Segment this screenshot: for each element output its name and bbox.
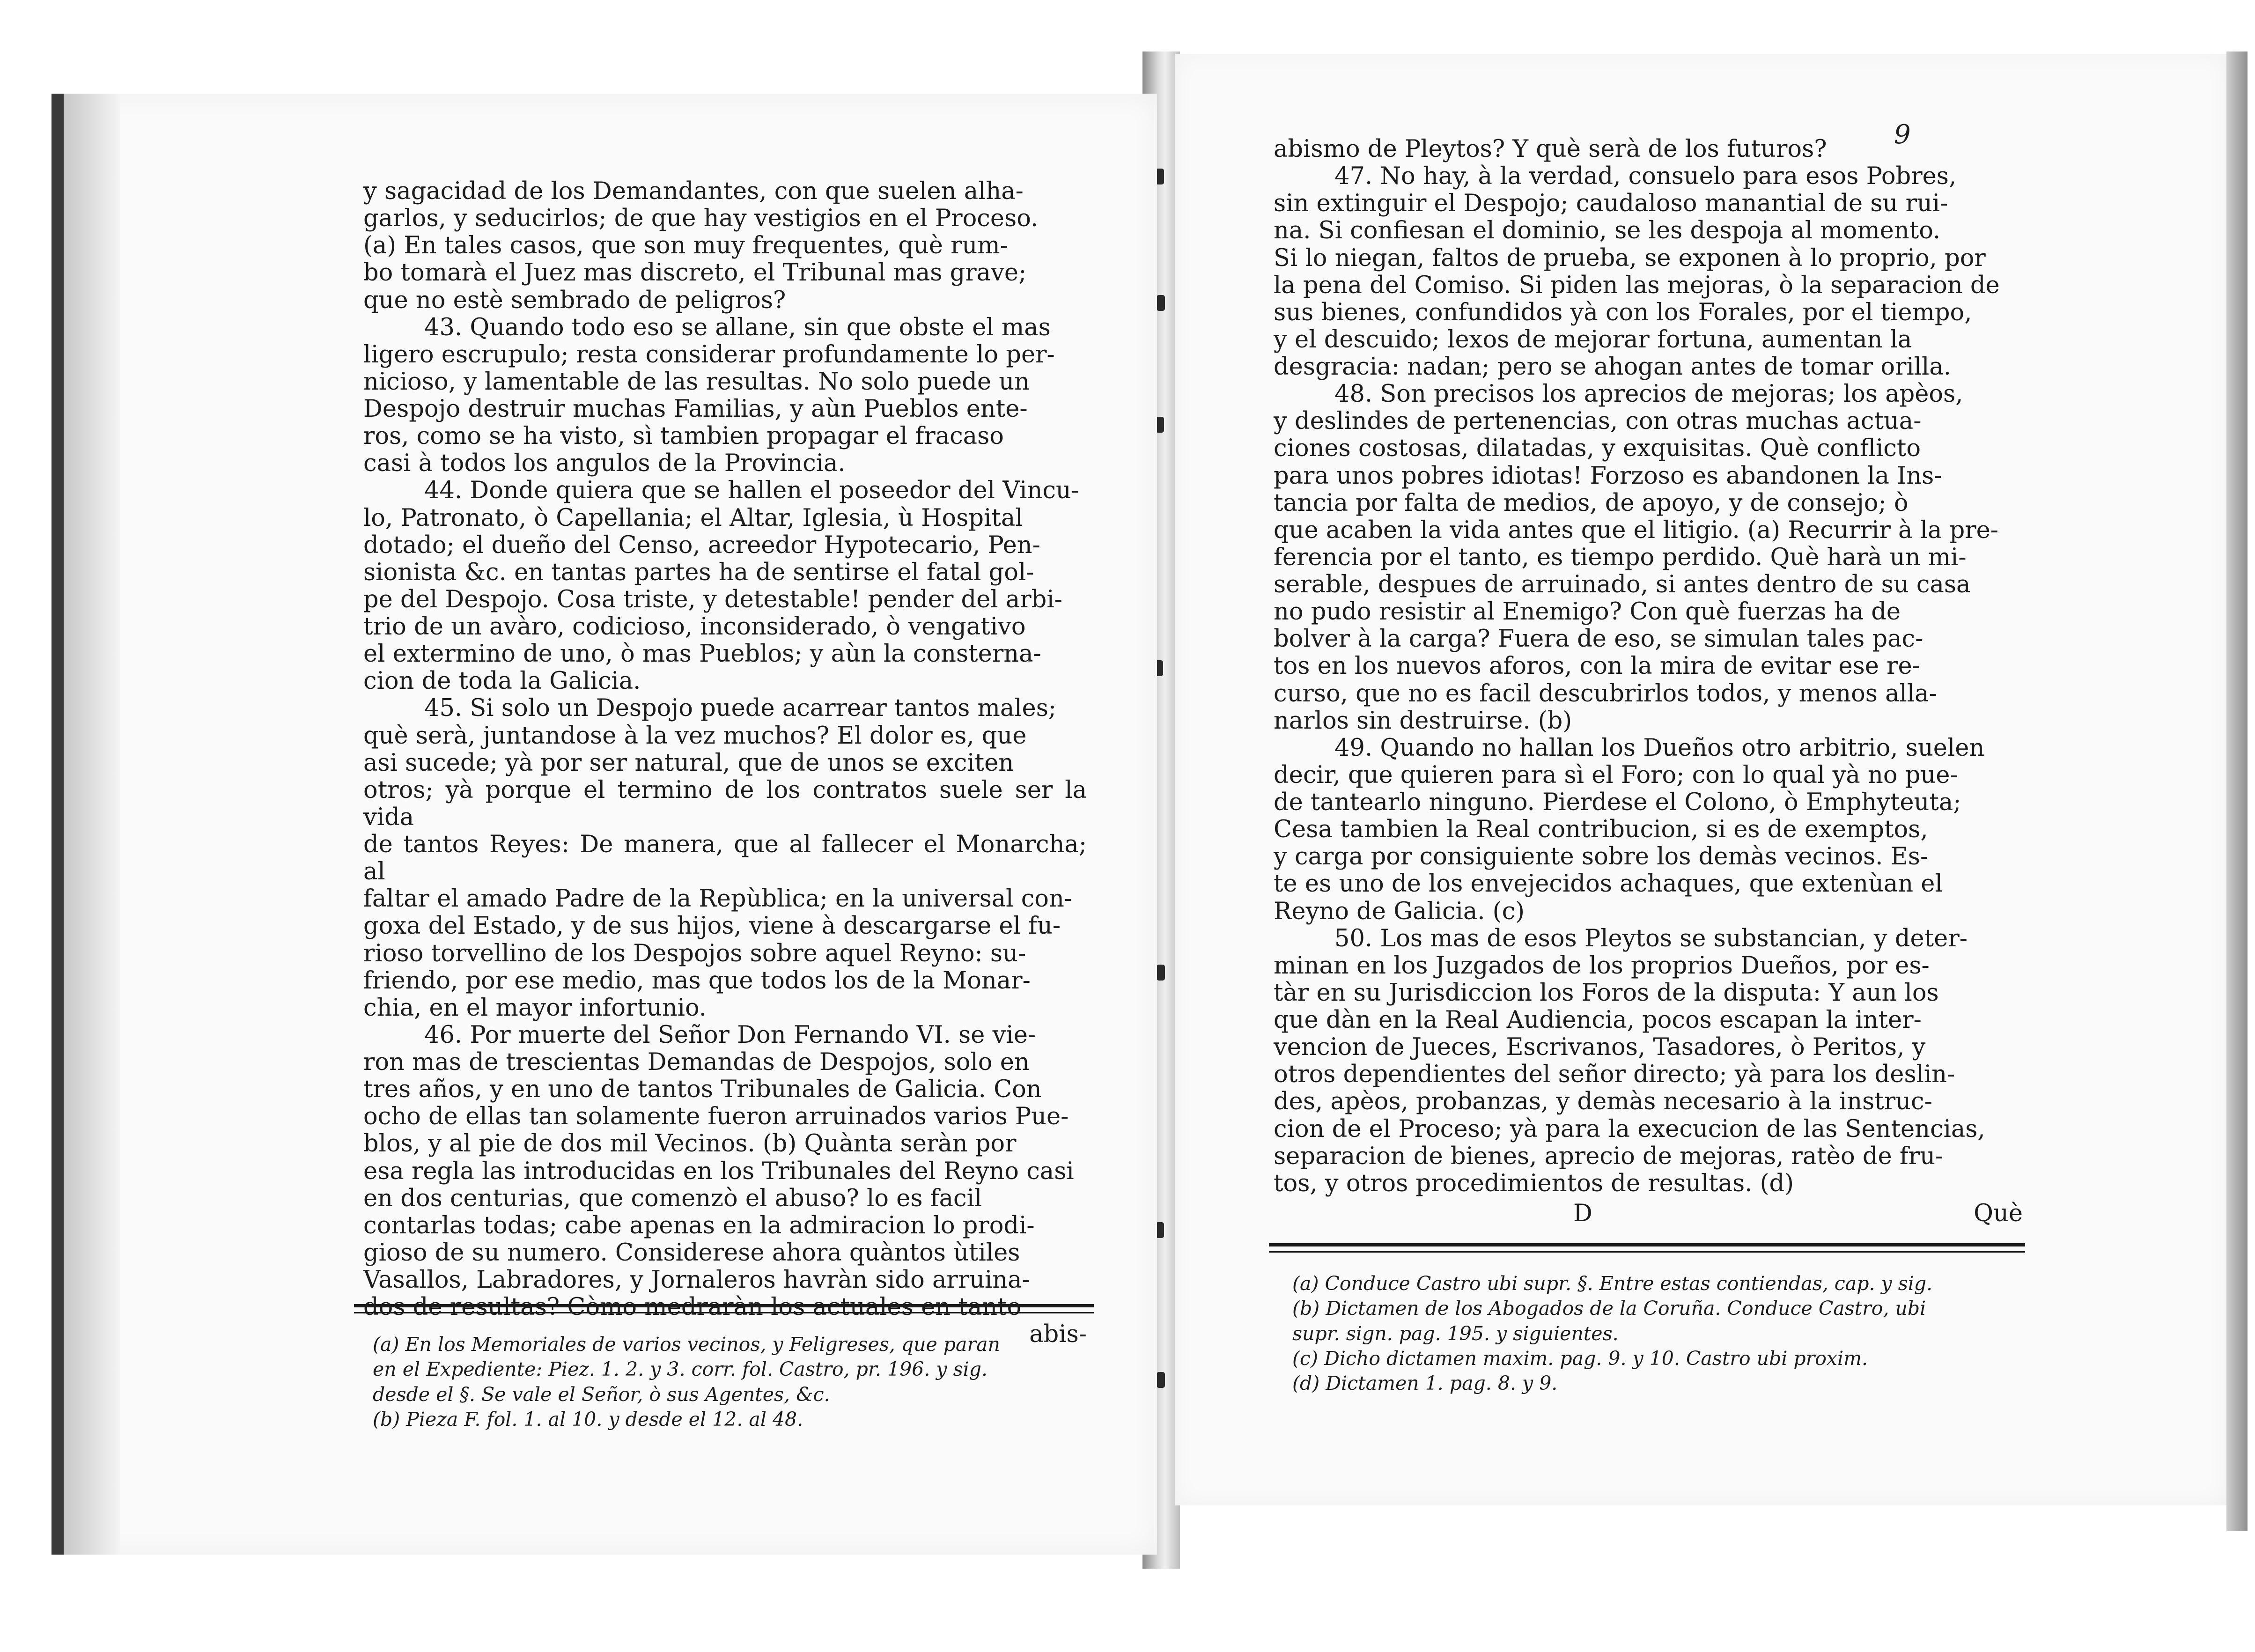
right-page	[1175, 54, 2226, 1505]
text-line: Cesa tambien la Real contribucion, si es de exemptos,	[1274, 816, 1928, 844]
paragraph-47-start: 47. No hay, à la verdad, consuelo para esos Pobres,	[1334, 162, 1957, 191]
text-line: decir, que quieren para sì el Foro; con lo qual yà no pue-	[1274, 761, 1958, 789]
text-line: vencion de Jueces, Escrivanos, Tasadores, ò Peritos, y	[1274, 1033, 1926, 1062]
text-line: blos, y al pie de dos mil Vecinos. (b) Quànta seràn por	[363, 1130, 1017, 1158]
text-line: Vasallos, Labradores, y Jornaleros havràn sido arruina-	[363, 1266, 1030, 1294]
text-line: ocho de ellas tan solamente fueron arruinados varios Pue-	[363, 1103, 1069, 1131]
right-page-text	[1274, 136, 2023, 1227]
signature-mark: D	[1573, 1199, 1592, 1227]
text-line: otros; yà porque el termino de los contratos suele ser la vida	[363, 776, 1087, 831]
text-line: que acaben la vida antes que el litigio. (a) Recurrir à la pre-	[1274, 516, 1999, 544]
left-page-text	[363, 178, 1087, 1348]
footnote: (a) En los Memoriales de varios vecinos, y Feligreses, que paran	[373, 1333, 1000, 1356]
text-line: el extermino de uno, ò mas Pueblos; y aùn la consterna-	[363, 640, 1041, 668]
text-line: ligero escrupulo; resta considerar profundamente lo per-	[363, 340, 1055, 369]
text-line: narlos sin destruirse. (b)	[1274, 707, 1572, 735]
text-line: faltar el amado Padre de la Repùblica; en la universal con-	[363, 885, 1073, 913]
text-line: trio de un avàro, codicioso, inconsiderado, ò vengativo	[363, 613, 1026, 641]
binding-stitch	[1157, 295, 1165, 311]
text-line: pe del Despojo. Cosa triste, y detestable! pender del arbi-	[363, 585, 1062, 613]
text-line: y el descuido; lexos de mejorar fortuna, aumentan la	[1274, 325, 1912, 354]
text-line: Reyno de Galicia. (c)	[1274, 897, 1525, 925]
text-line: para unos pobres idiotas! Forzoso es abandonen la Ins-	[1274, 462, 1942, 490]
text-line: desgracia: nadan; pero se ahogan antes de tomar orilla.	[1274, 353, 1951, 381]
binding-stitch	[1157, 965, 1165, 981]
text-line: garlos, y seducirlos; de que hay vestigios en el Proceso.	[363, 205, 1039, 233]
paragraph-46-start: 46. Por muerte del Señor Don Fernando VI. se vie-	[424, 1021, 1036, 1049]
footnote: (c) Dicho dictamen maxim. pag. 9. y 10. Castro ubi proxim.	[1292, 1347, 1868, 1370]
text-line: esa regla las introducidas en los Tribunales del Reyno casi	[363, 1157, 1074, 1185]
text-line: contarlas todas; cabe apenas en la admiracion lo prodi-	[363, 1211, 1035, 1239]
text-line: que no estè sembrado de peligros?	[363, 286, 786, 314]
text-line: nicioso, y lamentable de las resultas. No solo puede un	[363, 368, 1030, 396]
text-line: y deslindes de pertenencias, con otras muchas actua-	[1274, 407, 1922, 435]
text-line: de tantos Reyes: De manera, que al fallecer el Monarcha; al	[363, 831, 1087, 886]
paragraph-48-start: 48. Son precisos los aprecios de mejoras; los apèos,	[1334, 380, 1963, 408]
text-line: la pena del Comiso. Si piden las mejoras, ò la separacion de	[1274, 271, 2000, 299]
text-line: y carga por consiguiente sobre los demàs vecinos. Es-	[1274, 843, 1929, 871]
left-footnotes	[373, 1332, 1084, 1432]
text-line: ferencia por el tanto, es tiempo perdido. Què harà un mi-	[1274, 543, 1967, 571]
text-line: y sagacidad de los Demandantes, con que suelen alha-	[363, 177, 1024, 205]
footnote: (d) Dictamen 1. pag. 8. y 9.	[1292, 1372, 1558, 1395]
text-line: lo, Patronato, ò Capellania; el Altar, Iglesia, ù Hospital	[363, 504, 1023, 532]
paragraph-50-start: 50. Los mas de esos Pleytos se substancian, y deter-	[1334, 924, 1968, 952]
text-line: tancia por falta de medios, de apoyo, y de consejo; ò	[1274, 489, 1909, 517]
text-line: que dàn en la Real Audiencia, pocos escapan la inter-	[1274, 1006, 1922, 1034]
text-line: ron mas de trescientas Demandas de Despojos, solo en	[363, 1048, 1030, 1076]
text-line: tos en los nuevos aforos, con la mira de evitar ese re-	[1274, 652, 1920, 680]
signature-row	[1274, 1200, 2023, 1227]
footnote: supr. sign. pag. 195. y siguientes.	[1292, 1322, 1619, 1345]
text-line: rioso torvellino de los Despojos sobre aquel Reyno: su-	[363, 939, 1026, 967]
text-line: tàr en su Jurisdiccion los Foros de la disputa: Y aun los	[1274, 979, 1939, 1007]
text-line: sus bienes, confundidos yà con los Forales, por el tiempo,	[1274, 298, 1972, 326]
footnote: (a) Conduce Castro ubi supr. §. Entre estas contiendas, cap. y sig.	[1292, 1272, 1933, 1295]
paragraph-43-start: 43. Quando todo eso se allane, sin que obste el mas	[424, 313, 1051, 341]
footnote-rule	[1269, 1243, 2025, 1253]
text-line: des, apèos, probanzas, y demàs necesario à la instruc-	[1274, 1088, 1932, 1116]
text-line: tos, y otros procedimientos de resultas. (d)	[1274, 1169, 1794, 1197]
footnote: en el Expediente: Piez. 1. 2. y 3. corr. fol. Castro, pr. 196. y sig.	[373, 1358, 988, 1381]
text-line: bo tomarà el Juez mas discreto, el Tribunal mas grave;	[363, 259, 1027, 287]
text-line: gioso de su numero. Considerese ahora quàntos ùtiles	[363, 1239, 1020, 1267]
text-line: serable, despues de arruinado, si antes dentro de su casa	[1274, 571, 1971, 598]
text-line: dotado; el dueño del Censo, acreedor Hypotecario, Pen-	[363, 531, 1040, 559]
text-line: friendo, por ese medio, mas que todos los de la Monar-	[363, 966, 1031, 995]
paragraph-45-start: 45. Si solo un Despojo puede acarrear tantos males;	[424, 694, 1057, 723]
text-line: te es uno de los envejecidos achaques, que extenùan el	[1274, 870, 1943, 898]
page-number: 9	[1894, 119, 1911, 150]
left-page	[52, 94, 1157, 1555]
text-line: abismo de Pleytos? Y què serà de los futuros?	[1274, 135, 1827, 163]
paragraph-44-start: 44. Donde quiera que se hallen el poseedor del Vincu-	[424, 477, 1079, 505]
text-line: sionista &c. en tantas partes ha de sentirse el fatal gol-	[363, 558, 1034, 586]
footnote-rule	[354, 1304, 1094, 1313]
text-line: dos de resultas? Còmo medraràn los actuales en tanto	[363, 1293, 1022, 1321]
text-line: tres años, y en uno de tantos Tribunales de Galicia. Con	[363, 1076, 1042, 1104]
text-line: goxa del Estado, y de sus hijos, viene à descargarse el fu-	[363, 912, 1061, 940]
text-line: separacion de bienes, aprecio de mejoras, ratèo de fru-	[1274, 1142, 1944, 1170]
text-line: chia, en el mayor infortunio.	[363, 994, 707, 1022]
text-line: de tantearlo ninguno. Pierdese el Colono, ò Emphyteuta;	[1274, 789, 1961, 816]
text-line: bolver à la carga? Fuera de eso, se simulan tales pac-	[1274, 625, 1923, 653]
text-line: no pudo resistir al Enemigo? Con què fuerzas ha de	[1274, 598, 1901, 626]
text-line: ros, como se ha visto, sì tambien propagar el fracaso	[363, 422, 1004, 450]
text-line: minan en los Juzgados de los proprios Dueños, por es-	[1274, 951, 1930, 980]
footnote: (b) Dictamen de los Abogados de la Coruña. Conduce Castro, ubi	[1292, 1297, 1926, 1320]
catchword: Què	[1974, 1199, 2023, 1227]
text-line: què serà, juntandose à la vez muchos? El dolor es, que	[363, 722, 1027, 750]
text-line: otros dependientes del señor directo; yà para los deslin-	[1274, 1061, 1955, 1089]
page-edge	[2226, 52, 2248, 1531]
text-line: ciones costosas, dilatadas, y exquisitas. Què conflicto	[1274, 435, 1921, 463]
text-line: sin extinguir el Despojo; caudaloso manantial de su rui-	[1274, 190, 1948, 218]
right-footnotes	[1292, 1271, 2023, 1396]
text-line: casi à todos los angulos de la Provincia.	[363, 450, 846, 478]
catchword: abis-	[1029, 1320, 1087, 1349]
binding-stitch	[1157, 1372, 1165, 1388]
text-line: Despojo destruir muchas Familias, y aùn Pueblos ente-	[363, 395, 1028, 423]
text-line: (a) En tales casos, que son muy frequentes, què rum-	[363, 232, 1008, 260]
text-line: asi sucede; yà por ser natural, que de unos se exciten	[363, 749, 1014, 777]
footnote: desde el §. Se vale el Señor, ò sus Agentes, &c.	[373, 1383, 830, 1406]
footnote: (b) Pieza F. fol. 1. al 10. y desde el 12. al 48.	[373, 1408, 803, 1431]
text-line: Si lo niegan, faltos de prueba, se exponen à lo proprio, por	[1274, 244, 1986, 272]
text-line: cion de toda la Galicia.	[363, 667, 641, 695]
text-line: en dos centurias, que comenzò el abuso? lo es facil	[363, 1184, 982, 1212]
paragraph-49-start: 49. Quando no hallan los Dueños otro arbitrio, suelen	[1334, 734, 1985, 762]
text-line: cion de el Proceso; yà para la execucion de las Sentencias,	[1274, 1115, 1985, 1143]
text-line: na. Si confiesan el dominio, se les despoja al momento.	[1274, 217, 1941, 245]
text-line: curso, que no es facil descubrirlos todos, y menos alla-	[1274, 679, 1937, 708]
